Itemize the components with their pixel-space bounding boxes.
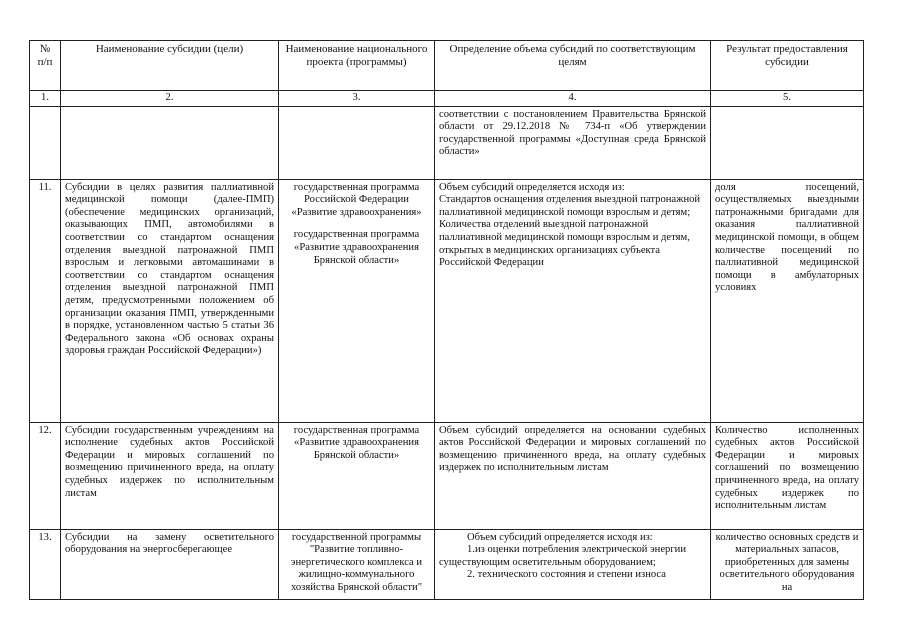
cell-subsidy-name: Субсидии государственным учреждениям на исполнение судебных актов Российской Федерации и мировых соглашений по возмещению причиненного вреда, на оплату судебных издержек по исполнительным листам: [61, 422, 279, 529]
volume-intro: Объем субсидий определяется исходя из:: [439, 181, 625, 193]
cell-program: государственной программы "Развитие топливно-энергетического комплекса и жилищно-коммунального хозяйства Брянской области": [279, 529, 435, 599]
header-num: № п/п: [30, 41, 61, 91]
table-row-continuation: [30, 106, 864, 179]
row-number: 12.: [30, 422, 61, 529]
table-row: [30, 529, 864, 599]
volume-intro: Объем субсидий определяется исходя из:: [467, 531, 653, 543]
table-row: [30, 422, 864, 529]
cell-subsidy-name: Субсидии на замену осветительного оборудования на энергосберегающее: [61, 529, 279, 599]
cell-volume: Объем субсидий определяется на основании судебных актов Российской Федерации и мировых соглашений по возмещению причиненного вреда, на оплату судебных издержек по исполнительным листам: [435, 422, 711, 529]
table-row: [30, 179, 864, 422]
col-number: 4.: [435, 91, 711, 107]
header-result: Результат предоставления субсидии: [711, 41, 864, 91]
program-regional: государственная программа «Развитие здравоохранения Брянской области»: [293, 229, 420, 266]
cell-result: доля посещений, осуществляемых выездными патронажными бригадами для оказания паллиативной медицинской помощи, в общем количестве посещений по паллиативной медицинской помощи в амбулаторных условиях: [711, 179, 864, 422]
header-row: [30, 41, 864, 91]
cell-volume: [435, 529, 711, 599]
subsidy-table: [29, 40, 864, 600]
header-national-project: Наименование национального проекта (программы): [279, 41, 435, 91]
cell-program: государственная программа «Развитие здравоохранения Брянской области»: [279, 422, 435, 529]
cell-result: количество основных средств и материальных запасов, приобретенных для замены осветительного оборудования на: [711, 529, 864, 599]
col-number: 3.: [279, 91, 435, 107]
volume-item: Количества отделений выездной патронажной паллиативной медицинской помощи взрослым и детям, открытых в медицинских организациях субъекта Российской Федерации: [439, 219, 690, 269]
cell-subsidy-name: Субсидии в целях развития паллиативной медицинской помощи (далее-ПМП) (обеспечение медицинских организаций, оказывающих ПМП, автомобилями в соответствии со стандартом оснащения отделения выездной патронажной ПМП взрослым и легковыми автомашинами в соответствии со стандартом оснащения отделения выездной патронажной ПМП детям, предусмотренными положением об организации оказания ПМП, утвержденными в порядке, установленном частью 5 статьи 36 Федерального закона «Об основах охраны здоровья граждан Российской Федерации»): [61, 179, 279, 422]
row-number: 11.: [30, 179, 61, 422]
header-subsidy-name: Наименование субсидии (цели): [61, 41, 279, 91]
cell-volume: соответствии с постановлением Правительства Брянской области от 29.12.2018 № 734-п «Об утверждении государственной программы «Доступная среда Брянской области»: [435, 106, 711, 179]
cell-volume: [435, 179, 711, 422]
volume-item: 2. технического состояния и степени износа: [467, 569, 666, 581]
col-number: 1.: [30, 91, 61, 107]
header-volume-definition: Определение объема субсидий по соответствующим целям: [435, 41, 711, 91]
col-number: 5.: [711, 91, 864, 107]
program-federal: государственная программа Российской Федерации «Развитие здравоохранения»: [291, 181, 422, 218]
volume-item: Стандартов оснащения отделения выездной патронажной паллиативной медицинской помощи взрослым и детям;: [439, 194, 701, 218]
col-number: 2.: [61, 91, 279, 107]
volume-item: 1.из оценки потребления электрической энергии существующим осветительным оборудованием;: [439, 544, 687, 568]
cell-result: Количество исполненных судебных актов Российской Федерации и мировых соглашений по возмещению причиненного вреда, на оплату судебных издержек по исполнительным листам: [711, 422, 864, 529]
cell-program: [279, 179, 435, 422]
column-numbers-row: [30, 91, 864, 107]
row-number: 13.: [30, 529, 61, 599]
